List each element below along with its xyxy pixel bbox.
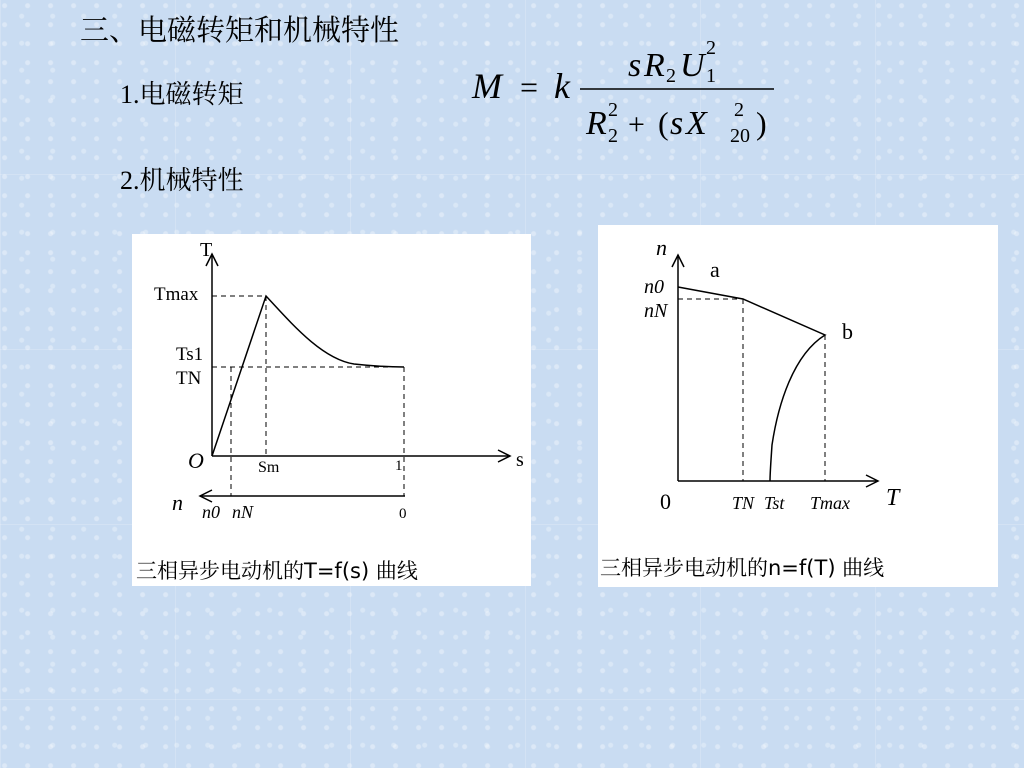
torque-slip-chart [132,234,531,586]
formula-den-X-sub: 20 [730,125,750,147]
t-axis-label: T [886,485,900,511]
tst-label: Tst [764,493,785,513]
formula-den-X: X [686,105,707,142]
torque-slip-figure [132,234,531,586]
one-label: 1 [395,458,403,474]
point-b-label: b [842,319,853,344]
formula-lparen: ( [658,105,669,141]
formula-rparen: ) [756,105,767,141]
formula-den-X-sup: 2 [734,99,744,121]
formula-num-s: s [628,47,642,84]
speed-torque-chart [598,225,998,587]
torque-formula [468,36,788,156]
zero-label: 0 [660,489,671,514]
sm-label: Sm [258,459,280,476]
formula-equals: = [520,69,539,105]
n0-label: n0 [644,276,664,298]
formula-k: k [554,66,570,106]
t-axis-label: T [200,239,213,261]
formula-lhs: M [472,66,502,106]
left-caption: 三相异步电动机的T=f(s) 曲线 [136,559,418,583]
s-axis-label: s [516,449,524,471]
right-caption: 三相异步电动机的n=f(T) 曲线 [600,556,885,580]
formula-den-R-sub: 2 [608,125,618,147]
torque-formula-svg [468,36,788,156]
n-axis-label: n [172,490,183,515]
formula-den-s: s [670,105,684,142]
nn-label: nN [232,502,254,522]
dashed-guides [678,299,825,481]
formula-num-U-sup: 2 [706,37,716,59]
tst-label: Ts1 [176,344,204,365]
n0-label: n0 [202,502,220,522]
torque-slip-curve [212,296,404,456]
formula-num-U-sub: 1 [706,65,716,87]
item-electromagnetic-torque: 1.电磁转矩 [120,80,244,109]
tn-label: TN [732,493,755,513]
formula-den-R-sup: 2 [608,99,618,121]
tmax-label: Tmax [810,493,850,513]
formula-plus: + [628,108,645,141]
slide-heading: 三、电磁转矩和机械特性 [80,13,400,47]
speed-torque-curve [678,287,825,481]
formula-num-U: U [680,47,705,84]
point-a-label: a [710,257,720,282]
item-mechanical-characteristic: 2.机械特性 [120,166,244,195]
nn-label: nN [644,300,668,322]
origin-label: O [188,448,204,473]
formula-num-R: R [644,47,665,84]
n-axis-label: n [656,235,667,260]
speed-torque-figure [598,225,998,587]
formula-num-R-sub: 2 [666,65,676,87]
zero-label: 0 [399,506,407,522]
tmax-label: Tmax [154,284,199,305]
formula-den-R: R [586,105,607,142]
dashed-guides [212,296,404,496]
tn-label: TN [176,368,202,389]
